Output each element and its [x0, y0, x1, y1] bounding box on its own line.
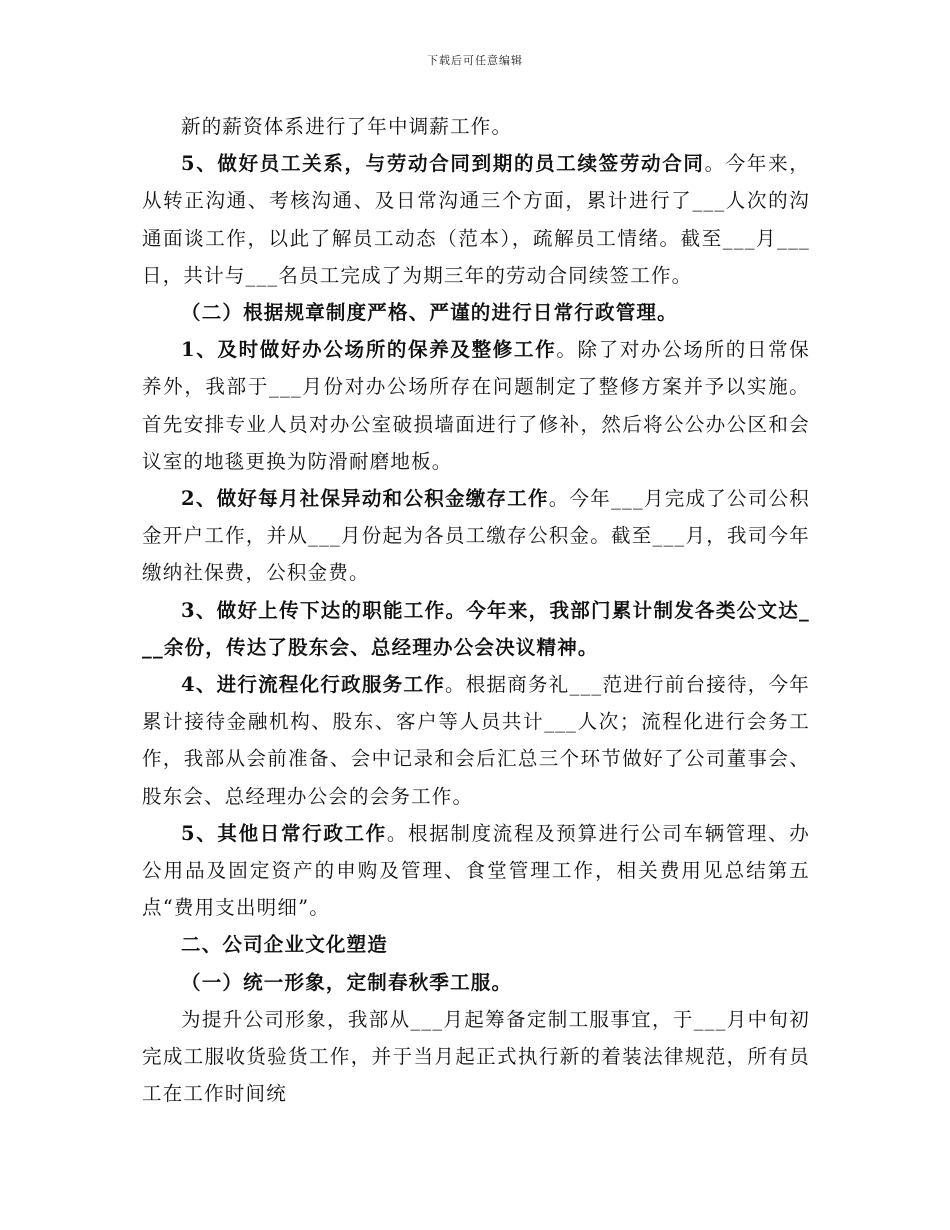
- paragraph-text: 。除了对办公场所的日常保养外，我部于___月份对办公场所存在问题制定了整修方案并予以实施。首先安排专业人员对办公室破损墙面进行了修补，然后将公公办公区和会议室的地毯更换为防滑耐磨地板。: [142, 338, 810, 473]
- paragraph-text: 新的薪资体系进行了年中调薪工作。: [181, 115, 513, 138]
- paragraph-text: 。今年来，从转正沟通、考核沟通、及日常沟通三个方面，累计进行了___人次的沟通面谈工作，以此了解员工动态（范本），疏解员工情绪。截至___月___日，共计与___名员工完成了为期三年的劳动合同续签工作。: [142, 152, 810, 287]
- paragraph-lead: 4、进行流程化行政服务工作: [181, 673, 445, 697]
- paragraph-lead: 1、及时做好办公场所的保养及整修工作: [181, 338, 557, 362]
- paragraph-lead: 5、做好员工关系，与劳动合同到期的员工续签劳动合同: [181, 152, 705, 176]
- paragraph-office-maintenance: [142, 331, 810, 480]
- paragraph-text: 。根据制度流程及预算进行公司车辆管理、办公用品及固定资产的申购及管理、食堂管理工作，相关费用见总结第五点“费用支出明细”。: [142, 821, 810, 920]
- paragraph-social-security: [142, 480, 810, 592]
- page-header-note: 下载后可任意编辑: [427, 54, 523, 67]
- paragraph-communication-duties: [142, 592, 810, 666]
- section-heading-admin-management: （二）根据规章制度严格、严谨的进行日常行政管理。: [181, 301, 678, 325]
- paragraph-text-bold: 3、做好上传下达的职能工作。今年来，我部门累计制发各类公文达___余份，传达了股东会、总经理办公会决议精神。: [142, 598, 810, 659]
- paragraph-text: 为提升公司形象，我部从___月起筹备定制工服事宜，于___月中旬初完成工服收货验货工作，并于当月起正式执行新的着装法律规范，所有员工在工作时间统: [142, 1007, 810, 1106]
- section-heading-corporate-culture: 二、公司企业文化塑造: [181, 933, 389, 957]
- paragraph-other-admin: [142, 815, 810, 927]
- paragraph-text: 。今年___月完成了公司公积金开户工作，并从___月份起为各员工缴存公积金。截至___月，我司今年缴纳社保费，公积金费。: [142, 487, 810, 585]
- paragraph-admin-services: [142, 666, 810, 815]
- paragraph-lead: 2、做好每月社保异动和公积金缴存工作: [181, 487, 549, 511]
- paragraph-uniform-details: [142, 1001, 810, 1113]
- paragraph-lead: 5、其他日常行政工作: [181, 821, 387, 845]
- document-body: [142, 108, 810, 1112]
- paragraph-text: 。根据商务礼___范进行前台接待，今年累计接待金融机构、股东、客户等人员共计___人次；流程化进行会务工作，我部从会前准备、会中记录和会后汇总三个环节做好了公司董事会、股东会、总经理办公会的会务工作。: [142, 673, 810, 808]
- paragraph-employee-relations: [142, 145, 810, 294]
- subsection-heading-uniforms: （一）统一形象，定制春秋季工服。: [181, 970, 513, 994]
- paragraph-salary-adjustment: [142, 108, 810, 145]
